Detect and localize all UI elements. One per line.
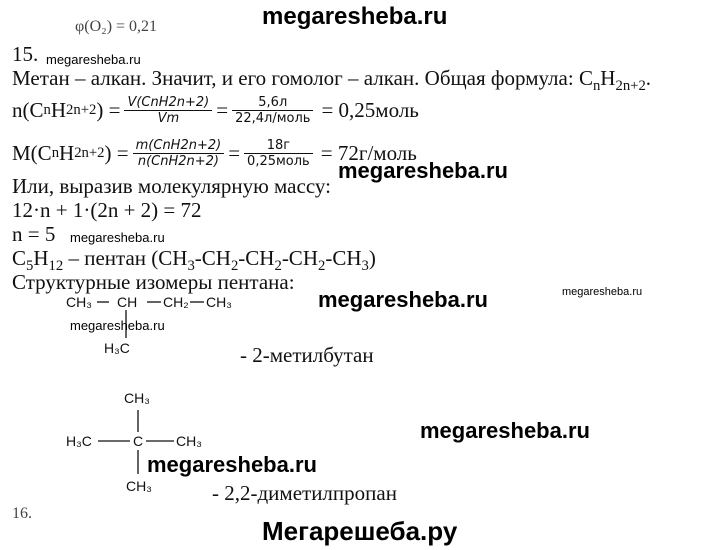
fraction-volume: $\frac{\text{V(CnH2n+2)}}{Vm}$ (124, 95, 212, 126)
atom-ch3-top: CH₃ (124, 390, 150, 406)
text-line-isomers: Структурные изомеры пентана: (12, 270, 295, 294)
fraction-volume-values: $\frac{5,6л}{\text{22,4л/моль}}$ (232, 95, 313, 126)
name-2-2-dimethylpropane: - 2,2-диметилпропан (212, 481, 397, 505)
text-line-n: n = 5 (12, 222, 56, 246)
problem-number: 15. (12, 42, 39, 66)
cut-off-formula: φ(O₂) = 0,21 (75, 18, 158, 35)
watermark-small-3: megaresheba.ru (70, 318, 165, 333)
equation-amount: n(C n H 2n+2 ) = $\frac{\text{V(CnH2n+2)}}{Vm}$ = $\frac{5,6л}{\text{22,4л/моль}}$ = 0,25моль (12, 94, 419, 126)
fraction-mass: $\frac{\text{m(CnH2n+2)}}{\text{n(CnH2n+2)}}$ (133, 138, 225, 169)
fraction-mass-values: $\frac{18г}{\text{0,25моль}}$ (244, 138, 313, 169)
equation-molar-mass: M(C n H 2n+2 ) = $\frac{\text{m(CnH2n+2)}}{\text{n(CnH2n+2)}}$ = $\frac{18г}{\text{0,25моль}}$ = 72г/моль (12, 137, 417, 169)
atom-ch3-a: CH₃ (66, 294, 92, 310)
atom-h3c-left: H₃C (66, 433, 92, 449)
watermark-right-lower: megaresheba.ru (420, 418, 590, 443)
watermark-small-1: megaresheba.ru (46, 52, 141, 67)
text-line-equation: 12·n + 1·(2n + 2) = 72 (12, 198, 202, 222)
text-line-alkane: Метан – алкан. Значит, и его гомолог – алкан. Общая формула: $C_nH_{2n+2}$. (12, 66, 652, 95)
cut-off-next-number: 16. (12, 505, 32, 522)
watermark-top: megaresheba.ru (262, 3, 448, 30)
watermark-mid-right: megaresheba.ru (338, 158, 508, 183)
atom-c-center: C (133, 433, 144, 449)
watermark-mid: megaresheba.ru (318, 287, 488, 312)
atom-ch3-bottom: CH₃ (126, 478, 152, 494)
atom-ch2: CH₂ (163, 294, 189, 310)
atom-ch3-d: CH₃ (206, 294, 232, 310)
text-line-alternative: Или, выразив молекулярную массу: (12, 174, 331, 198)
atom-ch3-right: CH₃ (176, 433, 202, 449)
atom-ch: CH (117, 294, 138, 310)
text-line-pentane: $C_5H_{12}$ – пентан $(CH_3-CH_2-CH_2-CH_2-CH_3)$ (12, 246, 376, 275)
atom-h3c-branch: H₃C (104, 340, 130, 356)
watermark-far-right: megaresheba.ru (562, 286, 643, 298)
watermark-bottom: Мегарешеба.ру (262, 516, 458, 546)
watermark-small-2: megaresheba.ru (70, 230, 165, 245)
name-2-methylbutane: - 2-метилбутан (240, 343, 374, 367)
structure-2-2-dimethylpropane (66, 388, 226, 498)
watermark-lower: megaresheba.ru (147, 452, 317, 477)
